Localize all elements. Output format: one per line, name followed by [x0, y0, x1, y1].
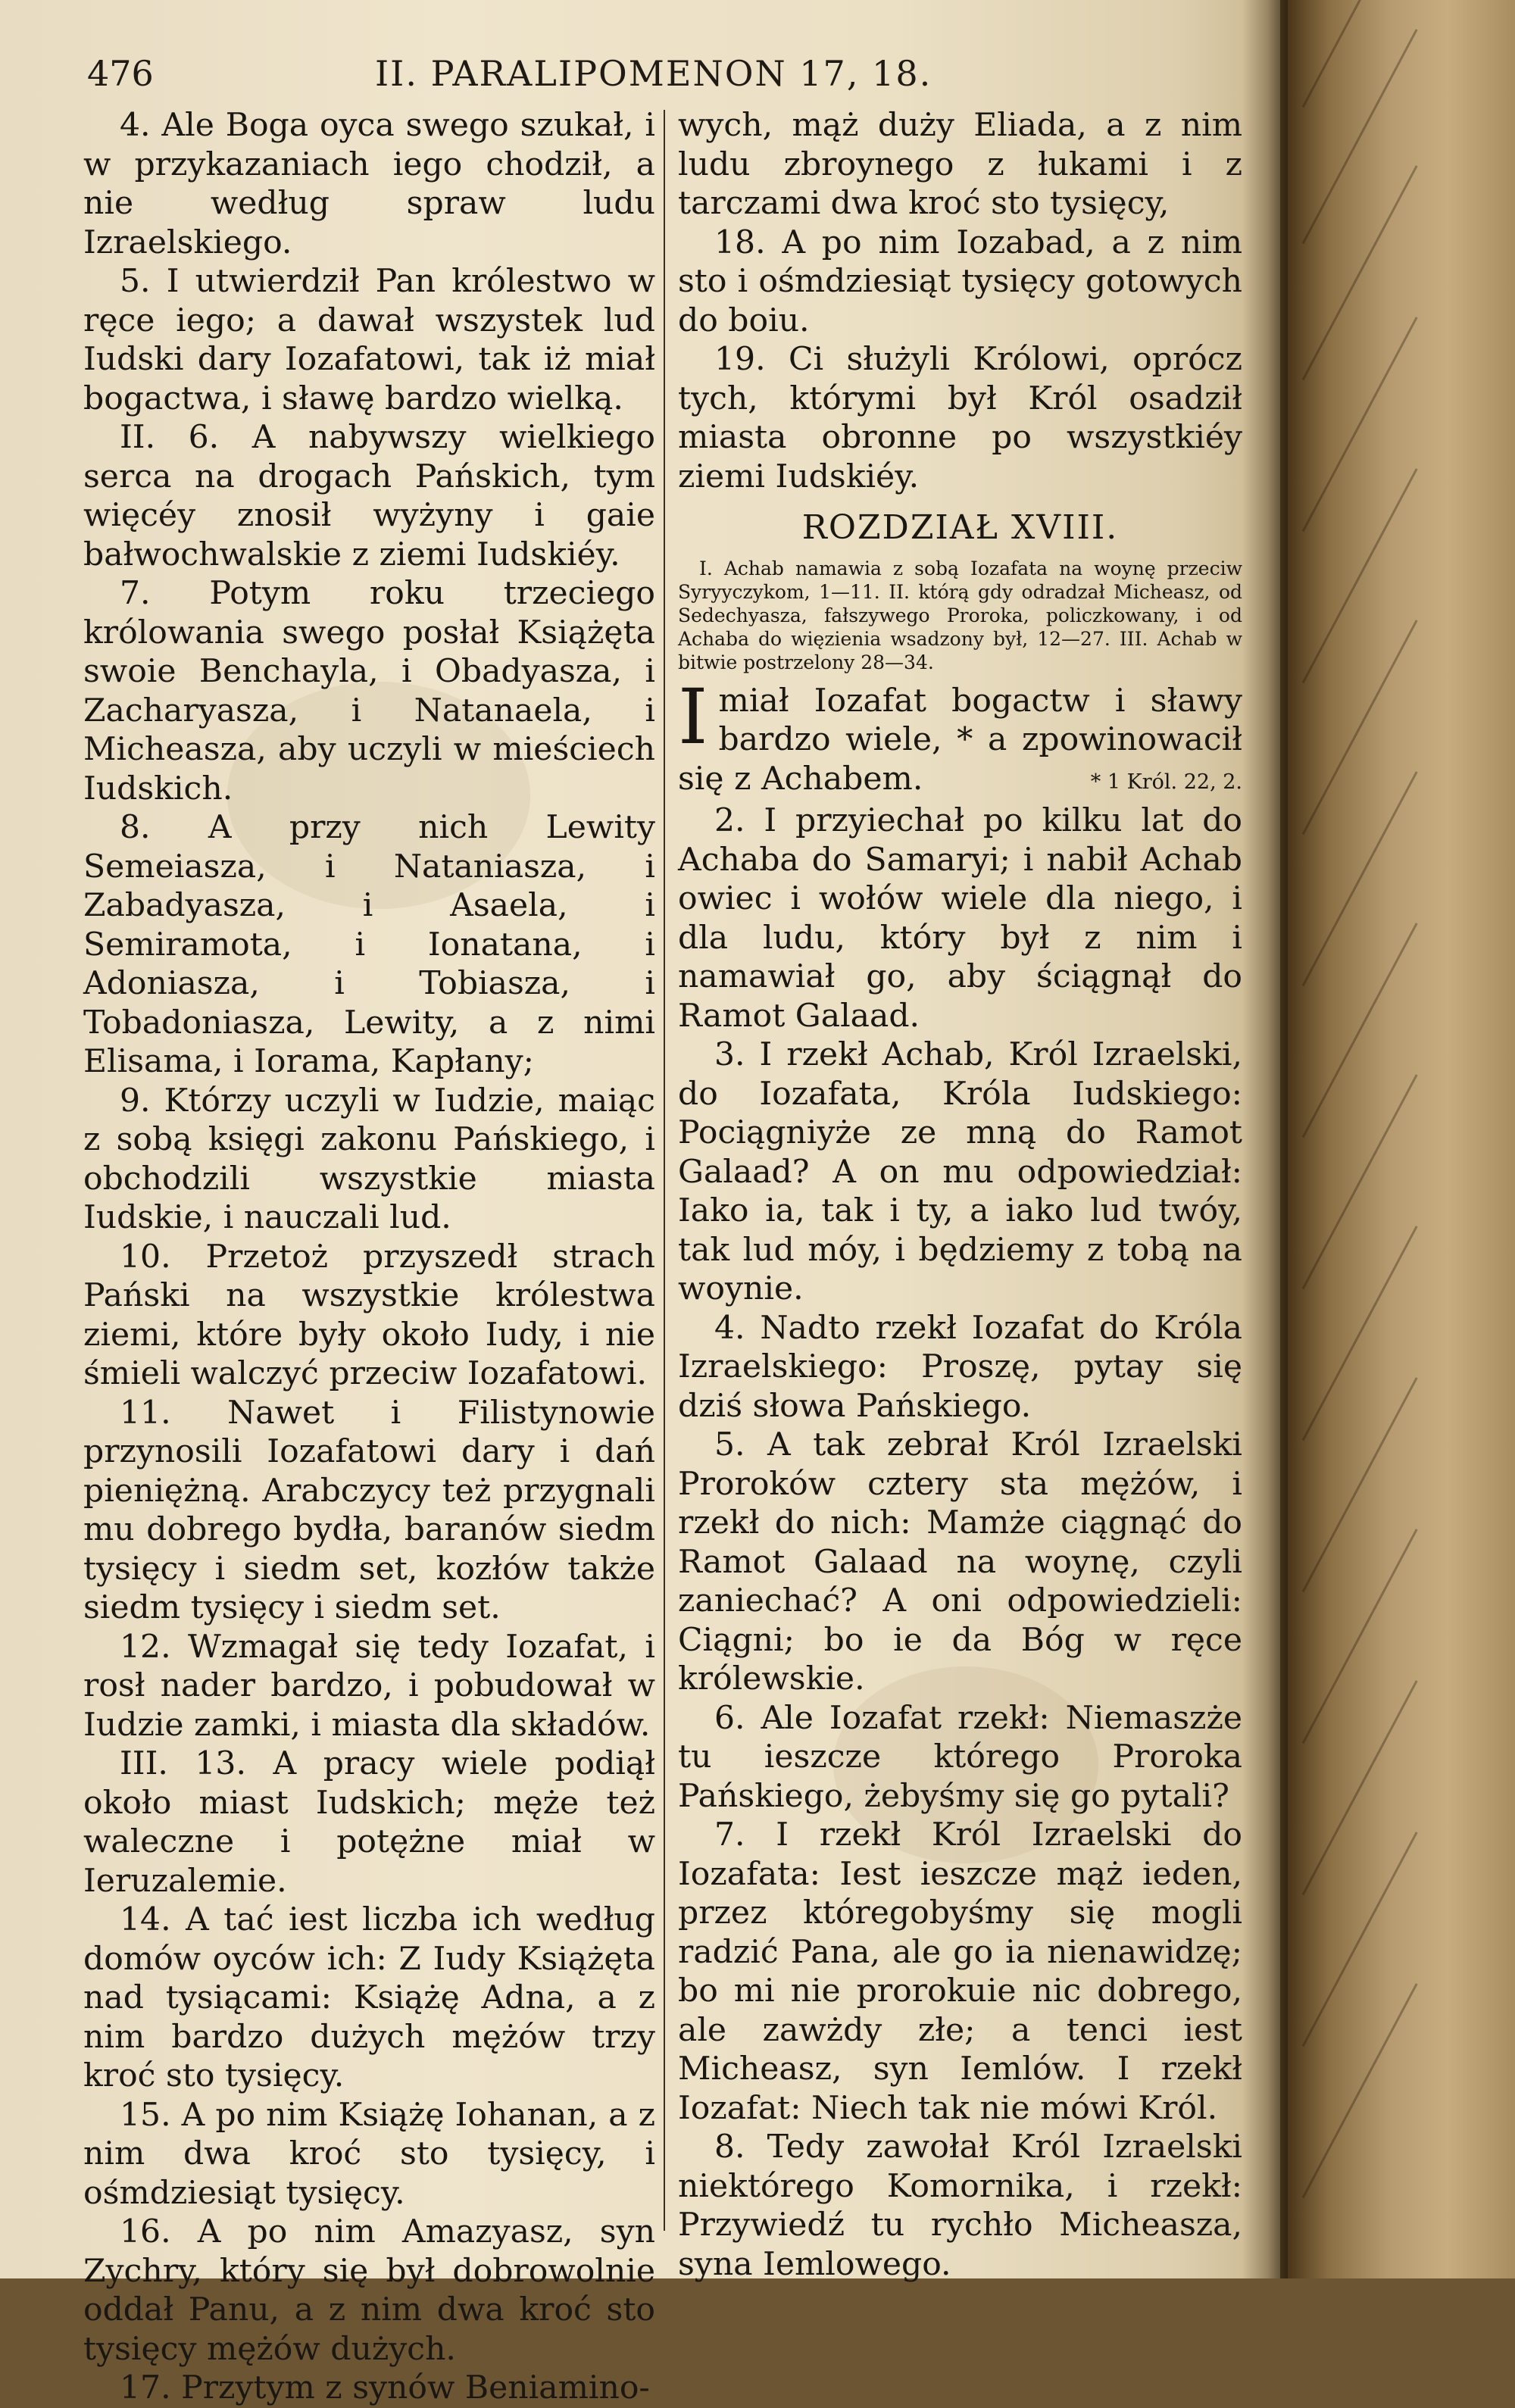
chapter-summary: I. Achab namawia z sobą Iozafata na woynę przeciw Syryyczykom, 1—11. II. którą gdy odradzał Micheasz, od Sedechyasza, fałszywego Proroka, policzkowany, i od Achaba do więzienia wsadzony był, 12—27. III. Achab w bitwie postrzelony 28—34. [678, 557, 1242, 673]
verse-paragraph: 10. Przetoż przyszedł strach Pański na wszystkie królestwa ziemi, które były około Iudy, i nie śmieli walczyć przeciw Iozafatowi. [83, 1238, 655, 1392]
verse-paragraph: wych, mąż duży Eliada, a z nim ludu zbroynego z łukami i z tarczami dwa kroć sto tysięcy, [678, 107, 1242, 222]
verse-text: miał Iozafat bogactw i sławy bardzo wiele, * a zpowinowacił się z Achabem. [678, 682, 1242, 798]
verse-paragraph: 5. A tak zebrał Król Izraelski Proroków cztery sta mężów, i rzekł do nich: Mamże ciągnąć do Ramot Galaad na woynę, czyli zaniechać? A oni odpowiedzieli: Ciągni; bo ie da Bóg w ręce królewskie. [678, 1426, 1242, 1697]
verse-paragraph: 4. Nadto rzekł Iozafat do Króla Izraelskiego: Proszę, pytay się dziś słowa Pańskiego. [678, 1309, 1242, 1425]
verse-paragraph: 8. Tedy zawołał Król Izraelski niektórego Komornika, i rzekł: Przywiedź tu rychło Micheasza, syna Iemlowego. [678, 2128, 1242, 2283]
page-header [87, 53, 1246, 98]
verse-paragraph: 7. Potym roku trzeciego królowania swego posłał Książęta swoie Benchayla, i Obadyasza, i Zacharyasza, i Natanaela, i Micheasza, aby uczyli w mieściech Iudskich. [83, 575, 655, 807]
adjacent-page-edge [1288, 0, 1515, 2278]
chapter-first-verse [678, 672, 1242, 799]
verse-paragraph: 15. A po nim Książę Iohanan, a z nim dwa kroć sto tysięcy, i ośmdziesiąt tysięcy. [83, 2096, 655, 2212]
verse-paragraph: III. 13. A pracy wiele podiął około miast Iudskich; męże też waleczne i potężne miał w Ieruzalemie. [83, 1745, 655, 1900]
verse-paragraph: 12. Wzmagał się tedy Iozafat, i rosł nader bardzo, i pobudował w Iudzie zamki, i miasta dla składów. [83, 1628, 655, 1744]
verse-paragraph: II. 6. A nabywszy wielkiego serca na drogach Pańskich, tym więcéy znosił wyżyny i gaie bałwochwalskie z ziemi Iudskiéy. [83, 419, 655, 573]
chapter-heading: ROZDZIAŁ XVIII. [801, 508, 1119, 547]
verse-paragraph: 18. A po nim Iozabad, a z nim sto i ośmdziesiąt tysięcy gotowych do boiu. [678, 223, 1242, 339]
left-column [83, 106, 655, 2408]
verse-paragraph: 19. Ci służyli Królowi, oprócz tych, którymi był Król osadził miasta obronne po wszystkiéy ziemi Iudskiéy. [678, 341, 1242, 495]
cross-reference: * 1 Król. 22, 2. [1090, 770, 1242, 794]
verse-paragraph: 9. Którzy uczyli w Iudzie, maiąc z sobą księgi zakonu Pańskiego, i obchodzili wszystkie miasta Iudskie, i nauczali lud. [83, 1082, 655, 1236]
book-gutter-shadow [1242, 0, 1288, 2278]
verse-paragraph: 4. Ale Boga oyca swego szukał, i w przykazaniach iego chodził, a nie według spraw ludu Izraelskiego. [83, 107, 655, 261]
adjacent-page-text-line [1302, 0, 1418, 108]
column-divider [664, 110, 665, 2231]
adjacent-page-text-line [1302, 29, 1418, 244]
verse-paragraph: 16. A po nim Amazyasz, syn Zychry, który się był dobrowolnie oddał Panu, a z nim dwa kroć sto tysięcy mężów dużych. [83, 2213, 655, 2368]
right-column [678, 106, 1242, 2284]
verse-paragraph: 3. I rzekł Achab, Król Izraelski, do Iozafata, Króla Iudskiego: Pociągniyże ze mną do Ramot Galaad? A on mu odpowiedział: Iako ia, tak i ty, a iako lud twóy, tak lud móy, i będziemy z tobą na woynie. [678, 1036, 1242, 1307]
verse-paragraph: 2. I przyiechał po kilku lat do Achaba do Samaryi; i nabił Achab owiec i wołów wiele dla niego, i dla ludu, który był z nim i namawiał go, aby ściągnął do Ramot Galaad. [678, 802, 1242, 1035]
verse-paragraph: 6. Ale Iozafat rzekł: Niemaszże tu ieszcze którego Proroka Pańskiego, żebyśmy się go pytali? [678, 1699, 1242, 1815]
verse-paragraph: 11. Nawet i Filistynowie przynosili Iozafatowi dary i dań pieniężną. Arabczycy też przygnali mu dobrego bydła, baranów siedm tysięcy i siedm set, kozłów także siedm tysięcy i siedm set. [83, 1394, 655, 1626]
verse-paragraph: 7. I rzekł Król Izraelski do Iozafata: Iest ieszcze mąż ieden, przez któregobyśmy się mogli radzić Pana, ale go ia nienawidzę; bo mi nie prorokuie nic dobrego, ale zawżdy złe; a tenci iest Micheasz, syn Iemlów. I rzekł Iozafat: Niech tak nie mówi Król. [678, 1816, 1242, 2127]
verse-paragraph: 8. A przy nich Lewity Semeiasza, i Nataniasza, i Zabadyasza, i Asaela, i Semiramota, i Ionatana, i Adoniasza, i Tobiasza, i Tobadoniasza, Lewity, a z nimi Elisama, i Iorama, Kapłany; [83, 809, 655, 1080]
running-title: II. PARALIPOMENON 17, 18. [375, 53, 932, 94]
verse-paragraph: 14. A tać iest liczba ich według domów oyców ich: Z Iudy Książęta nad tysiącami: Książę Adna, a z nim bardzo dużych mężów trzy kroć sto tysięcy. [83, 1901, 655, 2094]
page-number: 476 [87, 53, 154, 94]
drop-cap: I [678, 672, 708, 761]
verse-paragraph: 17. Przytym z synów Beniamino- [120, 2369, 650, 2406]
verse-paragraph: 5. I utwierdził Pan królestwo w ręce iego; a dawał wszystek lud Iudski dary Iozafatowi, tak iż miał bogactwa, i sławę bardzo wielką. [83, 263, 655, 417]
